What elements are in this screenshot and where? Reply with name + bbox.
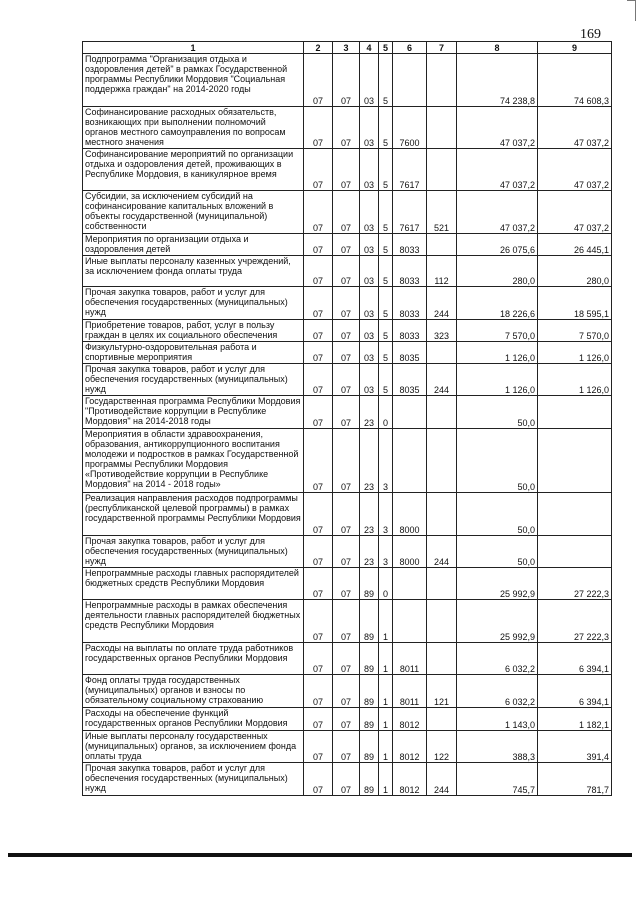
cell-amount-year-2	[538, 429, 612, 493]
cell-amount-year-1: 388,3	[457, 731, 538, 763]
table-row	[83, 708, 612, 731]
cell-code-subprogram: 1	[379, 731, 393, 763]
cell-expense-name: Реализация направления расходов подпрограммы (республиканской целевой программы) в рамках государственной программы Республики Мордовия	[83, 493, 304, 536]
cell-code-vr	[427, 342, 457, 364]
cell-code-program: 89	[360, 643, 379, 675]
cell-amount-year-2	[538, 396, 612, 429]
cell-code-vr: 521	[427, 191, 457, 234]
cell-expense-name: Мероприятия по организации отдыха и оздоровления детей	[83, 234, 304, 256]
cell-amount-year-2: 27 222,3	[538, 568, 612, 600]
cell-code-subprogram: 3	[379, 493, 393, 536]
cell-code-direction: 8035	[393, 364, 427, 396]
cell-amount-year-2: 280,0	[538, 256, 612, 287]
cell-amount-year-1: 1 143,0	[457, 708, 538, 731]
cell-code-subprogram: 3	[379, 536, 393, 568]
cell-code-subprogram: 1	[379, 675, 393, 708]
cell-code-program: 23	[360, 493, 379, 536]
cell-code-direction: 8000	[393, 536, 427, 568]
cell-code-rz: 07	[304, 731, 333, 763]
cell-code-vr	[427, 493, 457, 536]
cell-code-vr	[427, 708, 457, 731]
cell-code-program: 03	[360, 191, 379, 234]
cell-code-vr: 244	[427, 364, 457, 396]
cell-code-vr: 112	[427, 256, 457, 287]
cell-code-direction: 8035	[393, 342, 427, 364]
cell-code-vr: 244	[427, 763, 457, 796]
cell-code-subprogram: 5	[379, 149, 393, 191]
cell-code-vr: 244	[427, 536, 457, 568]
cell-code-pr: 07	[333, 191, 360, 234]
cell-code-subprogram: 0	[379, 568, 393, 600]
cell-amount-year-1: 6 032,2	[457, 675, 538, 708]
cell-amount-year-2	[538, 493, 612, 536]
cell-code-program: 03	[360, 342, 379, 364]
cell-code-rz: 07	[304, 149, 333, 191]
cell-expense-name: Расходы на обеспечение функций государственных органов Республики Мордовия	[83, 708, 304, 731]
cell-code-pr: 07	[333, 731, 360, 763]
table-row	[83, 342, 612, 364]
cell-code-direction: 8033	[393, 320, 427, 342]
cell-code-subprogram: 5	[379, 107, 393, 149]
cell-code-subprogram: 5	[379, 54, 393, 107]
cell-code-subprogram: 3	[379, 429, 393, 493]
table-row	[83, 256, 612, 287]
cell-amount-year-2: 27 222,3	[538, 600, 612, 643]
table-row	[83, 643, 612, 675]
cell-code-vr	[427, 643, 457, 675]
cell-code-direction	[393, 429, 427, 493]
cell-code-vr: 122	[427, 731, 457, 763]
cell-code-program: 23	[360, 429, 379, 493]
cell-amount-year-2: 6 394,1	[538, 675, 612, 708]
cell-amount-year-1: 47 037,2	[457, 191, 538, 234]
cell-expense-name: Фонд оплаты труда государственных (муниципальных) органов и взносы по обязательному социальному страхованию	[83, 675, 304, 708]
cell-amount-year-1: 50,0	[457, 536, 538, 568]
cell-code-direction	[393, 568, 427, 600]
cell-code-direction: 8012	[393, 731, 427, 763]
table-row	[83, 234, 612, 256]
cell-expense-name: Государственная программа Республики Мордовия "Противодействие коррупции в Республике Мордовия" на 2014-2018 годы	[83, 396, 304, 429]
cell-amount-year-2: 26 445,1	[538, 234, 612, 256]
table-row	[83, 731, 612, 763]
cell-code-program: 89	[360, 708, 379, 731]
cell-code-direction: 7617	[393, 191, 427, 234]
cell-expense-name: Субсидии, за исключением субсидий на софинансирование капитальных вложений в объекты государственной (муниципальной) собственности	[83, 191, 304, 234]
cell-code-program: 03	[360, 320, 379, 342]
column-header: 2	[304, 42, 333, 54]
cell-code-pr: 07	[333, 763, 360, 796]
cell-amount-year-2: 47 037,2	[538, 191, 612, 234]
table-row	[83, 287, 612, 320]
cell-code-pr: 07	[333, 342, 360, 364]
cell-code-vr	[427, 568, 457, 600]
cell-code-pr: 07	[333, 643, 360, 675]
cell-code-program: 23	[360, 396, 379, 429]
table-row	[83, 396, 612, 429]
cell-code-rz: 07	[304, 708, 333, 731]
cell-amount-year-1: 47 037,2	[457, 149, 538, 191]
cell-code-subprogram: 5	[379, 234, 393, 256]
cell-code-rz: 07	[304, 600, 333, 643]
cell-code-pr: 07	[333, 54, 360, 107]
cell-code-direction	[393, 600, 427, 643]
cell-code-program: 23	[360, 536, 379, 568]
cell-code-rz: 07	[304, 191, 333, 234]
page-bottom-rule	[8, 853, 632, 857]
table-row	[83, 600, 612, 643]
cell-code-direction: 8011	[393, 675, 427, 708]
cell-amount-year-1: 1 126,0	[457, 364, 538, 396]
cell-code-subprogram: 5	[379, 364, 393, 396]
cell-code-pr: 07	[333, 234, 360, 256]
cell-code-rz: 07	[304, 763, 333, 796]
cell-expense-name: Непрограммные расходы в рамках обеспечения деятельности главных распорядителей бюджетных средств Республики Мордовия	[83, 600, 304, 643]
cell-amount-year-1: 6 032,2	[457, 643, 538, 675]
cell-code-subprogram: 1	[379, 763, 393, 796]
cell-code-pr: 07	[333, 708, 360, 731]
cell-code-rz: 07	[304, 256, 333, 287]
cell-code-rz: 07	[304, 675, 333, 708]
cell-amount-year-2: 781,7	[538, 763, 612, 796]
cell-code-rz: 07	[304, 643, 333, 675]
cell-code-program: 89	[360, 600, 379, 643]
column-header: 1	[83, 42, 304, 54]
cell-code-pr: 07	[333, 364, 360, 396]
column-header: 6	[393, 42, 427, 54]
table-row	[83, 191, 612, 234]
cell-code-pr: 07	[333, 149, 360, 191]
cell-code-pr: 07	[333, 536, 360, 568]
column-header: 5	[379, 42, 393, 54]
cell-amount-year-1: 25 992,9	[457, 568, 538, 600]
cell-code-pr: 07	[333, 396, 360, 429]
cell-code-program: 03	[360, 149, 379, 191]
cell-code-pr: 07	[333, 320, 360, 342]
cell-code-pr: 07	[333, 429, 360, 493]
cell-expense-name: Прочая закупка товаров, работ и услуг для обеспечения государственных (муниципальных) нужд	[83, 763, 304, 796]
cell-code-rz: 07	[304, 536, 333, 568]
column-header: 9	[538, 42, 612, 54]
cell-code-vr: 244	[427, 287, 457, 320]
cell-code-vr	[427, 600, 457, 643]
table-row	[83, 107, 612, 149]
cell-amount-year-1: 7 570,0	[457, 320, 538, 342]
cell-expense-name: Подпрограмма "Организация отдыха и оздоровления детей" в рамках Государственной программы Республики Мордовия "Социальная поддержка граждан" на 2014-2020 годы	[83, 54, 304, 107]
table-row	[83, 364, 612, 396]
cell-amount-year-1: 745,7	[457, 763, 538, 796]
cell-amount-year-1: 26 075,6	[457, 234, 538, 256]
cell-amount-year-2: 391,4	[538, 731, 612, 763]
cell-code-vr	[427, 234, 457, 256]
column-header: 4	[360, 42, 379, 54]
cell-code-rz: 07	[304, 364, 333, 396]
cell-code-direction: 8011	[393, 643, 427, 675]
cell-code-direction	[393, 54, 427, 107]
cell-code-rz: 07	[304, 429, 333, 493]
cell-expense-name: Софинансирование мероприятий по организации отдыха и оздоровления детей, проживающих в Республике Мордовия, в каникулярное время	[83, 149, 304, 191]
cell-code-program: 03	[360, 54, 379, 107]
cell-code-pr: 07	[333, 107, 360, 149]
cell-amount-year-2: 1 126,0	[538, 364, 612, 396]
cell-code-subprogram: 1	[379, 600, 393, 643]
cell-expense-name: Физкультурно-оздоровительная работа и спортивные мероприятия	[83, 342, 304, 364]
table-row	[83, 320, 612, 342]
cell-code-rz: 07	[304, 396, 333, 429]
cell-code-subprogram: 5	[379, 287, 393, 320]
cell-code-direction	[393, 396, 427, 429]
cell-amount-year-2: 1 182,1	[538, 708, 612, 731]
cell-code-vr	[427, 396, 457, 429]
cell-amount-year-2: 47 037,2	[538, 107, 612, 149]
table-row	[83, 536, 612, 568]
cell-code-rz: 07	[304, 320, 333, 342]
table-row	[83, 493, 612, 536]
cell-code-direction: 8012	[393, 708, 427, 731]
cell-code-program: 03	[360, 287, 379, 320]
cell-code-rz: 07	[304, 568, 333, 600]
cell-code-program: 03	[360, 234, 379, 256]
cell-code-program: 89	[360, 568, 379, 600]
cell-expense-name: Расходы на выплаты по оплате труда работников государственных органов Республики Мордовия	[83, 643, 304, 675]
cell-code-program: 03	[360, 256, 379, 287]
column-header: 3	[333, 42, 360, 54]
cell-code-vr: 323	[427, 320, 457, 342]
cell-code-program: 03	[360, 364, 379, 396]
cell-code-direction: 8012	[393, 763, 427, 796]
cell-code-rz: 07	[304, 287, 333, 320]
cell-code-subprogram: 1	[379, 643, 393, 675]
cell-code-direction: 8000	[393, 493, 427, 536]
cell-amount-year-2: 47 037,2	[538, 149, 612, 191]
cell-amount-year-1: 25 992,9	[457, 600, 538, 643]
table-header-row	[83, 42, 612, 54]
cell-code-pr: 07	[333, 675, 360, 708]
page-number: 169	[580, 27, 601, 42]
cell-amount-year-2: 6 394,1	[538, 643, 612, 675]
cell-amount-year-1: 47 037,2	[457, 107, 538, 149]
cell-code-subprogram: 1	[379, 708, 393, 731]
cell-code-pr: 07	[333, 493, 360, 536]
cell-expense-name: Иные выплаты персоналу казенных учреждений, за исключением фонда оплаты труда	[83, 256, 304, 287]
cell-expense-name: Мероприятия в области здравоохранения, образования, антикоррупционного воспитания молодежи и подростков в рамках Государственной программы Республики Мордовия «Противодействие коррупции в Республике Мордовия" на 2014 - 2018 годы»	[83, 429, 304, 493]
cell-expense-name: Прочая закупка товаров, работ и услуг для обеспечения государственных (муниципальных) нужд	[83, 364, 304, 396]
cell-code-direction: 8033	[393, 287, 427, 320]
cell-code-subprogram: 5	[379, 191, 393, 234]
cell-amount-year-1: 1 126,0	[457, 342, 538, 364]
cell-code-pr: 07	[333, 287, 360, 320]
cell-amount-year-2: 18 595,1	[538, 287, 612, 320]
cell-amount-year-1: 50,0	[457, 493, 538, 536]
cell-code-rz: 07	[304, 493, 333, 536]
cell-amount-year-2	[538, 536, 612, 568]
cell-expense-name: Прочая закупка товаров, работ и услуг для обеспечения государственных (муниципальных) нужд	[83, 536, 304, 568]
cell-code-subprogram: 5	[379, 256, 393, 287]
cell-amount-year-1: 280,0	[457, 256, 538, 287]
cell-expense-name: Непрограммные расходы главных распорядителей бюджетных средств Республики Мордовия	[83, 568, 304, 600]
cell-code-vr	[427, 54, 457, 107]
cell-expense-name: Софинансирование расходных обязательств, возникающих при выполнении полномочий органов местного самоуправления по вопросам местного значения	[83, 107, 304, 149]
column-header: 8	[457, 42, 538, 54]
cell-code-rz: 07	[304, 342, 333, 364]
page-corner-mark	[627, 0, 636, 21]
cell-amount-year-1: 50,0	[457, 429, 538, 493]
cell-code-vr: 121	[427, 675, 457, 708]
cell-code-program: 03	[360, 107, 379, 149]
cell-code-pr: 07	[333, 600, 360, 643]
cell-code-subprogram: 5	[379, 320, 393, 342]
table-row	[83, 54, 612, 107]
cell-amount-year-2: 1 126,0	[538, 342, 612, 364]
cell-code-program: 89	[360, 763, 379, 796]
cell-expense-name: Приобретение товаров, работ, услуг в пользу граждан в целях их социального обеспечения	[83, 320, 304, 342]
cell-code-direction: 7600	[393, 107, 427, 149]
table-row	[83, 429, 612, 493]
cell-code-pr: 07	[333, 568, 360, 600]
cell-code-vr	[427, 149, 457, 191]
cell-expense-name: Прочая закупка товаров, работ и услуг для обеспечения государственных (муниципальных) нужд	[83, 287, 304, 320]
cell-amount-year-1: 18 226,6	[457, 287, 538, 320]
cell-code-subprogram: 0	[379, 396, 393, 429]
table-row	[83, 568, 612, 600]
cell-amount-year-2: 74 608,3	[538, 54, 612, 107]
cell-code-direction: 8033	[393, 234, 427, 256]
table-row	[83, 763, 612, 796]
cell-code-direction: 7617	[393, 149, 427, 191]
cell-expense-name: Иные выплаты персоналу государственных (муниципальных) органов, за исключением фонда оплаты труда	[83, 731, 304, 763]
cell-code-subprogram: 5	[379, 342, 393, 364]
cell-code-rz: 07	[304, 54, 333, 107]
cell-amount-year-1: 74 238,8	[457, 54, 538, 107]
budget-table	[82, 41, 612, 796]
cell-amount-year-2: 7 570,0	[538, 320, 612, 342]
cell-amount-year-1: 50,0	[457, 396, 538, 429]
table-row	[83, 149, 612, 191]
column-header: 7	[427, 42, 457, 54]
cell-code-program: 89	[360, 675, 379, 708]
cell-code-direction: 8033	[393, 256, 427, 287]
cell-code-program: 89	[360, 731, 379, 763]
cell-code-rz: 07	[304, 107, 333, 149]
table-row	[83, 675, 612, 708]
cell-code-pr: 07	[333, 256, 360, 287]
cell-code-vr	[427, 429, 457, 493]
cell-code-rz: 07	[304, 234, 333, 256]
cell-code-vr	[427, 107, 457, 149]
